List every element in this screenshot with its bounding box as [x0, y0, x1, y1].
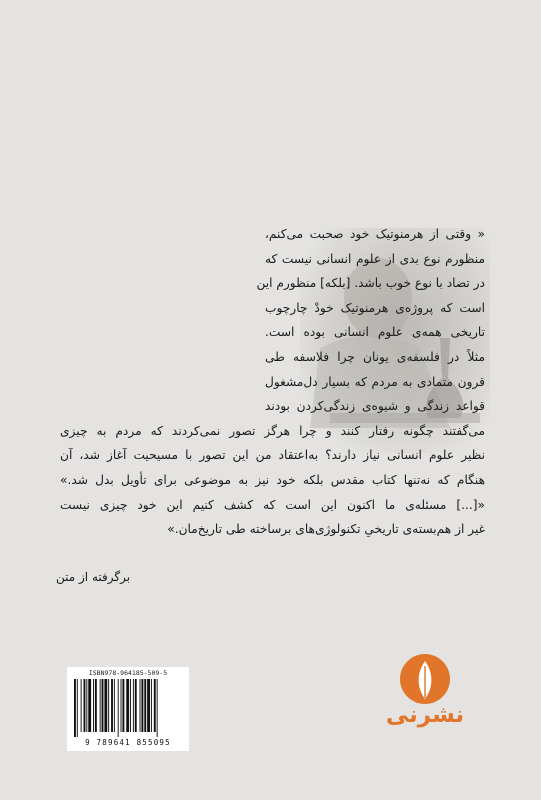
- barcode-bar: [130, 679, 131, 732]
- barcode-bar: [81, 679, 82, 732]
- barcode-bar: [100, 679, 101, 732]
- publisher-logo-icon: [398, 652, 452, 742]
- barcode-bar: [86, 679, 87, 732]
- quote-line: تاریخی همه‌ی علوم انسانی بوده است.: [265, 325, 485, 340]
- barcode-bar: [102, 679, 104, 732]
- quote-text: [60, 222, 485, 542]
- barcode-bar: [121, 679, 122, 732]
- quote-line: است که پروژه‌ی هرمنوتیک خودْ چارچوب: [265, 300, 485, 315]
- quote-line: قواعد زندگی و شیوه‌ی زندگی‌کردن بودند: [265, 399, 485, 414]
- barcode-bar: [114, 679, 115, 732]
- barcode-bar: [135, 679, 137, 732]
- quote-line: «[...] مسئله‌ی ما اکنون این است که کشف کنیم این خود چیزی نیست: [60, 497, 485, 512]
- barcode-bar: [140, 679, 141, 732]
- barcode-bar: [118, 679, 119, 737]
- barcode-bars: [73, 679, 183, 737]
- barcode-bar: [74, 679, 76, 737]
- barcode-bar: [93, 679, 94, 732]
- barcode-bar: [111, 679, 113, 732]
- barcode: [67, 667, 189, 751]
- quote-line: نظیر علوم انسانی نیاز دارند؟ به‌اعتقاد من این تصور با مسیحیت آغاز شد، آن: [60, 448, 485, 463]
- barcode-bar: [77, 679, 78, 737]
- barcode-bar: [84, 679, 86, 732]
- barcode-bar: [151, 679, 152, 732]
- barcode-bar: [157, 679, 158, 737]
- quote-line: « وقتی از هرمنوتیک خود صحبت می‌کنم،: [265, 227, 485, 241]
- barcode-digits: 9 789641 855095: [85, 738, 171, 747]
- source-note: [56, 566, 486, 585]
- quote-line: غیر از هم‌بسته‌ی تاریخیِ تکنولوژی‌های برساخته طی تاریخ‌مان.»: [167, 522, 485, 537]
- barcode-bar: [154, 679, 156, 732]
- barcode-bar: [144, 679, 146, 732]
- quote-line: مثلاً در فلسفه‌ی یونان چرا فلاسفه طی: [265, 349, 485, 364]
- barcode-bar: [147, 679, 150, 732]
- quote-line: منظورم نوع بدی از علوم انسانی نیست که: [265, 251, 485, 266]
- quote-line: هنگام که نه‌تنها کتاب مقدس بلکه خود نیز به موضوعی برای تأویل بدل شد.»: [60, 472, 485, 487]
- barcode-bar: [104, 679, 107, 732]
- barcode-bar: [88, 679, 91, 732]
- isbn-text: ISBN978-964185-509-5: [88, 669, 168, 677]
- barcode-bar: [141, 679, 143, 732]
- barcode-bar: [133, 679, 134, 732]
- barcode-bar: [122, 679, 124, 732]
- barcode-bar: [95, 679, 97, 732]
- quote-line: در تضاد با نوع خوب باشد. [بلکه] منظورم این: [256, 276, 485, 291]
- barcode-bar: [126, 679, 129, 732]
- source-label: برگرفته از متن: [56, 570, 131, 584]
- publisher-name: نشرنی: [385, 702, 465, 728]
- quote-line: قرون متمادی به مردم که بسیار دل‌مشغول: [265, 374, 485, 389]
- barcode-bar: [108, 679, 109, 732]
- quote-line: می‌گفتند چگونه رفتار کنند و چرا هرگز تصور نمی‌کردند که مردم به چیزی: [60, 423, 485, 438]
